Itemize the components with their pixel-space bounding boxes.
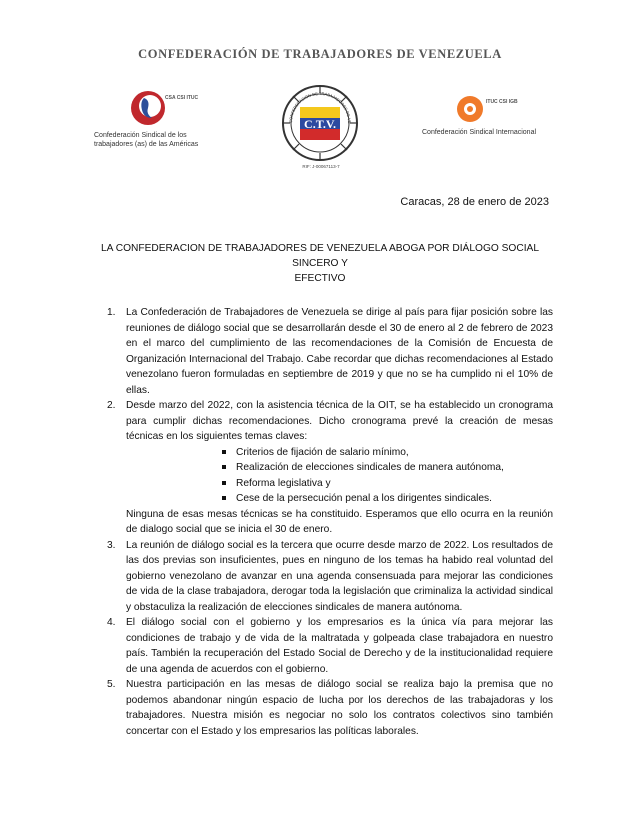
csa-tag: CSA CSI ITUC (165, 95, 199, 101)
bullet-text: Realización de elecciones sindicales de manera autónoma, (236, 462, 504, 473)
csa-caption-line: trabajadores (as) de las Américas (94, 141, 199, 148)
document-body (0, 305, 640, 739)
item-number: 4. (107, 617, 116, 628)
item-text: El diálogo social con el gobierno y los empresarios es la única vía para mejorar las condiciones de trabajo y de vida de la maltratada y golpeada clase trabajadora en nuestro país. También la recuperación del Estado Social de Derecho y de la institucionalidad requiere de una agenda de acuerdos con el gobierno. (126, 617, 553, 675)
bullet-square-icon (222, 450, 226, 454)
list-item (107, 538, 553, 616)
title-line: LA CONFEDERACION DE TRABAJADORES DE VENEZUELA ABOGA POR DIÁLOGO SOCIAL SINCERO Y (101, 243, 539, 269)
ituc-tag: ITUC CSI IGB (486, 99, 518, 105)
list-item (107, 398, 553, 538)
bullet-item (126, 460, 553, 476)
title-line: EFECTIVO (294, 273, 346, 284)
list-item (107, 615, 553, 677)
ctv-logo (280, 83, 360, 175)
bullet-text: Criterios de fijación de salario mínimo, (236, 446, 409, 458)
ctv-emblem-text: C.T.V. (304, 117, 336, 131)
item-text: Nuestra participación en las mesas de diálogo social se realiza bajo la premisa que no podemos abandonar ningún espacio de lucha por los derechos de las trabajadoras y los trabajadores. Nuestra misión es negociar no solo los contratos colectivos sino también concertar con el Estado y los empresarios las políticas laborales. (126, 679, 553, 737)
bullet-item (126, 491, 553, 507)
bullet-text: Cese de la persecución penal a los dirigentes sindicales. (236, 493, 492, 504)
item-text-after: Ninguna de esas mesas técnicas se ha constituido. Esperamos que ello ocurra en la reunión de dialogo social que se inicia el 30 de enero. (126, 508, 553, 535)
ctv-ring-text: CONFEDERACION DE TRABAJADORES DE VE (287, 90, 353, 124)
letterhead-title: CONFEDERACIÓN DE TRABAJADORES DE VENEZUELA (138, 47, 502, 61)
item-text: La reunión de diálogo social es la tercera que ocurre desde marzo de 2022. Los resultados de las dos previas son insuficientes, pues en ninguno de los temas ha habido real voluntad del gobierno venezolano de avanzar en una agenda consensuada para mejorar las condiciones de vida de la clase trabajadora, derogar toda la legislación que criminaliza la actividad sindical y obstaculiza la realización de elecciones sindicales de manera autónoma. (126, 539, 553, 613)
bullet-item (126, 476, 553, 492)
document-date: Caracas, 28 de enero de 2023 (400, 196, 549, 208)
ituc-globe-icon (456, 95, 484, 123)
bullet-square-icon (222, 481, 226, 485)
item-text: Desde marzo del 2022, con la asistencia técnica de la OIT, se ha establecido un cronograma para cumplir dichas recomendaciones. Dicho cronograma prevé la creación de mesas técnicas en los siguientes temas claves: (126, 400, 553, 442)
bullet-square-icon (222, 496, 226, 500)
bullet-text: Reforma legislativa y (236, 477, 331, 489)
ctv-rif: RIF: J-00067113-7 (302, 164, 340, 169)
item-number: 5. (107, 679, 116, 690)
csa-globe-icon (130, 88, 166, 128)
bullet-list (126, 445, 553, 507)
csa-caption-line: Confederación Sindical de los (94, 132, 187, 139)
document-title (84, 241, 556, 286)
bullet-square-icon (222, 465, 226, 469)
item-number: 3. (107, 539, 116, 551)
list-item (107, 677, 553, 739)
item-number: 2. (107, 400, 116, 411)
list-item (107, 305, 553, 398)
bullet-item (126, 445, 553, 461)
item-text: La Confederación de Trabajadores de Venezuela se dirige al país para fijar posición sobre las reuniones de diálogo social que se desarrollarán desde el 30 de enero al 2 de febrero de 2023 en el marco del cumplimiento de las recomendaciones de la Comisión de Encuesta de Organización Internacional del Trabajo. Cabe recordar que dichas recomendaciones al Estado venezolano fueron formuladas en septiembre de 2019 y que no se ha cumplido ni el 10% de ellas. (126, 307, 553, 396)
csa-caption (94, 131, 198, 149)
ituc-logo (400, 93, 540, 143)
ctv-emblem-icon (280, 83, 360, 165)
item-number: 1. (107, 307, 116, 318)
ituc-caption: Confederación Sindical Internacional (422, 129, 537, 136)
csa-logo (94, 85, 244, 155)
